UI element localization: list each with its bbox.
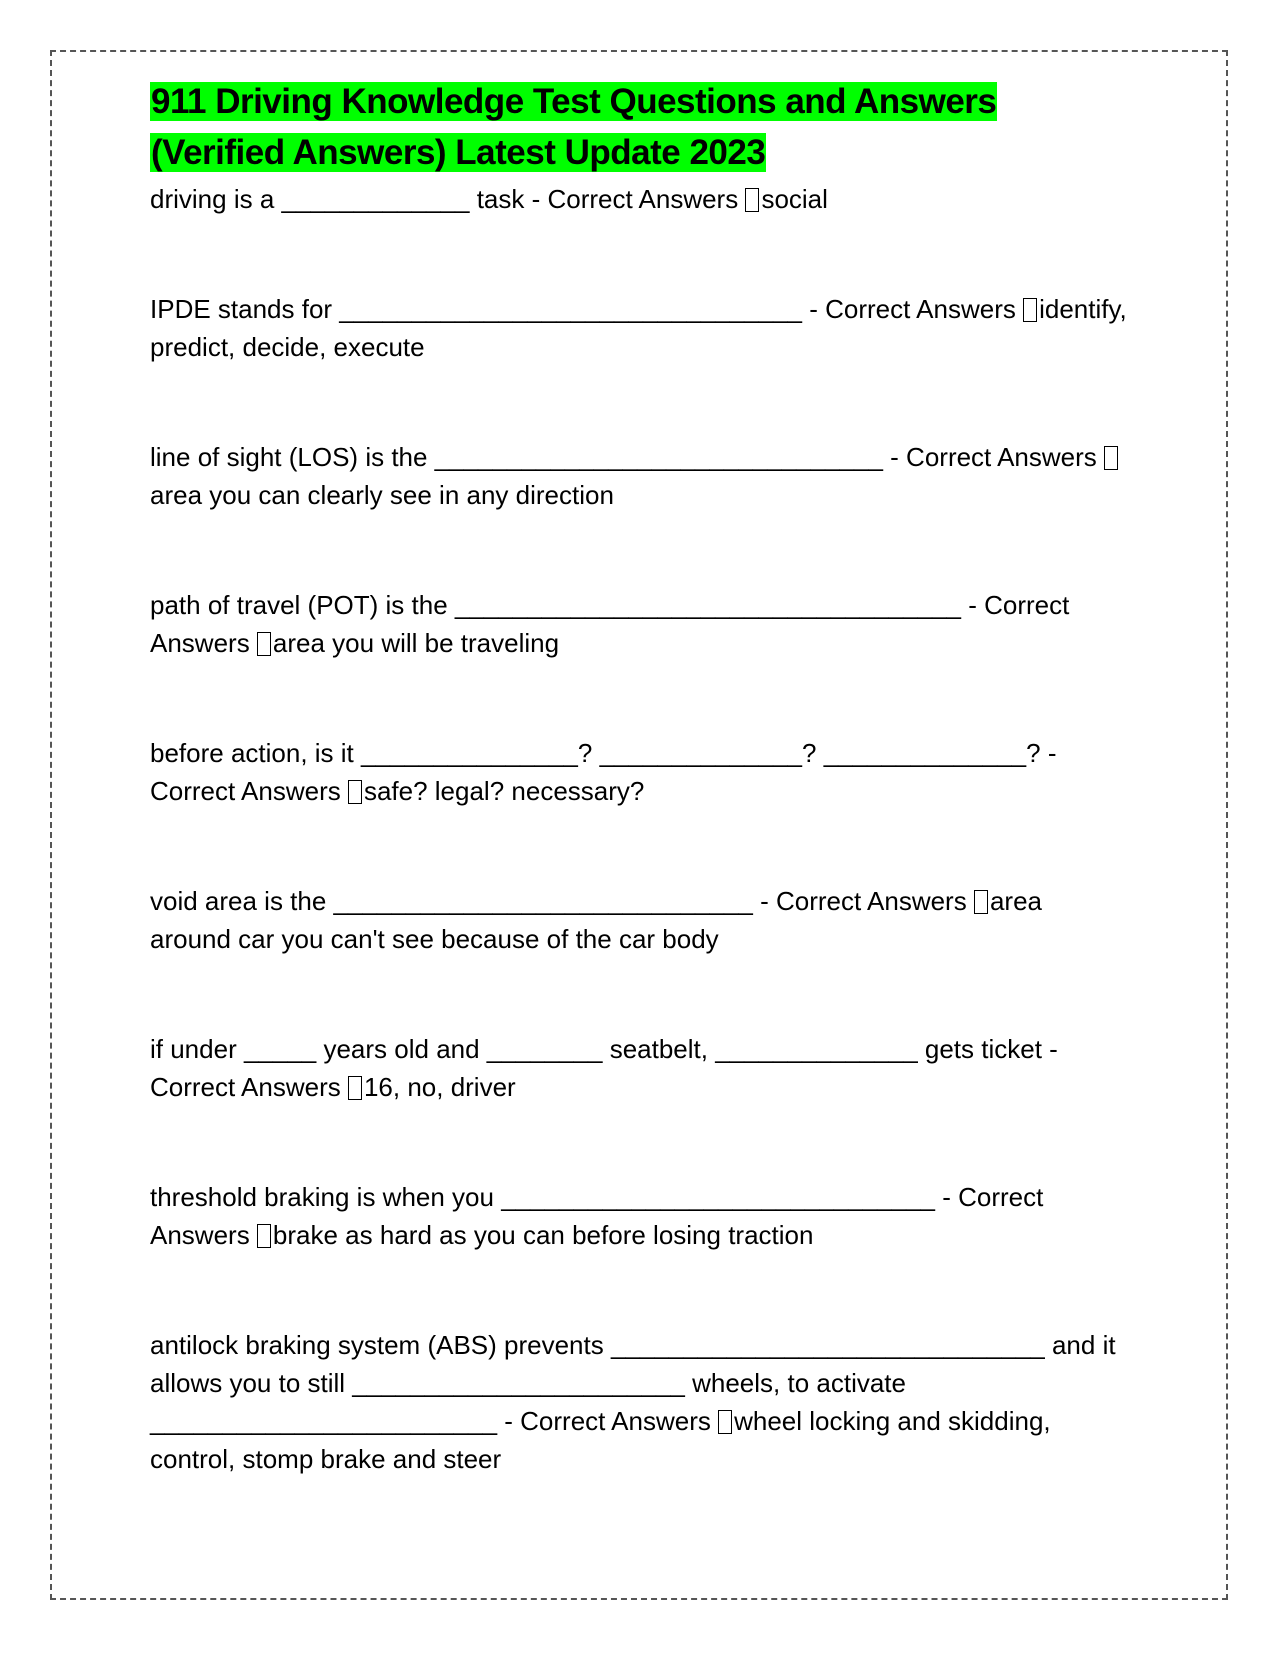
empty-box-icon [257, 1224, 271, 1248]
empty-box-icon [1023, 298, 1037, 322]
qa-item [150, 882, 1130, 958]
answer-text: wheel locking and skidding, control, stomp brake and steer [150, 1406, 1051, 1474]
answer-text: safe? legal? necessary? [363, 776, 645, 806]
empty-box-icon [348, 1076, 362, 1100]
qa-item [150, 1178, 1130, 1254]
question-text: before action, is it _______________? ______________? ______________? - Correct Answers [150, 738, 1057, 806]
document-title [150, 76, 1130, 178]
qa-item [150, 290, 1130, 366]
answer-text: brake as hard as you can before losing traction [272, 1220, 814, 1250]
qa-item [150, 1030, 1130, 1106]
answer-text: area you will be traveling [272, 628, 560, 658]
empty-box-icon [718, 1410, 732, 1434]
answer-text: 16, no, driver [363, 1072, 516, 1102]
question-text: IPDE stands for ________________________________ - Correct Answers [150, 294, 1024, 324]
answer-text: identify, predict, decide, execute [150, 294, 1127, 362]
empty-box-icon [745, 188, 759, 212]
answer-text: area around car you can't see because of the car body [150, 886, 1042, 954]
empty-box-icon [1104, 446, 1118, 470]
answer-text: social [761, 184, 828, 214]
qa-item [150, 180, 1130, 218]
qa-item [150, 734, 1130, 810]
qa-item [150, 438, 1130, 514]
question-text: void area is the _____________________________ - Correct Answers [150, 886, 974, 916]
question-text: antilock braking system (ABS) prevents ______________________________ and it allows you to still _______________________ wheels, to activate ________________________ - Correct Answers [150, 1330, 1116, 1436]
title-line-1: 911 Driving Knowledge Test Questions and Answers [151, 82, 997, 121]
question-text: path of travel (POT) is the ___________________________________ - Correct Answers [150, 590, 1070, 658]
qa-item [150, 586, 1130, 662]
empty-box-icon [257, 632, 271, 656]
empty-box-icon [974, 890, 988, 914]
title-line-2: (Verified Answers) Latest Update 2023 [151, 133, 766, 172]
empty-box-icon [348, 780, 362, 804]
question-text: if under _____ years old and ________ seatbelt, ______________ gets ticket - Correct Answers [150, 1034, 1058, 1102]
qa-item [150, 1326, 1130, 1478]
answer-text: area you can clearly see in any direction [150, 480, 614, 510]
question-text: driving is a _____________ task - Correct Answers [150, 184, 746, 214]
question-text: threshold braking is when you ______________________________ - Correct Answers [150, 1182, 1044, 1250]
question-text: line of sight (LOS) is the _______________________________ - Correct Answers [150, 442, 1104, 472]
document-body [150, 76, 1130, 1478]
